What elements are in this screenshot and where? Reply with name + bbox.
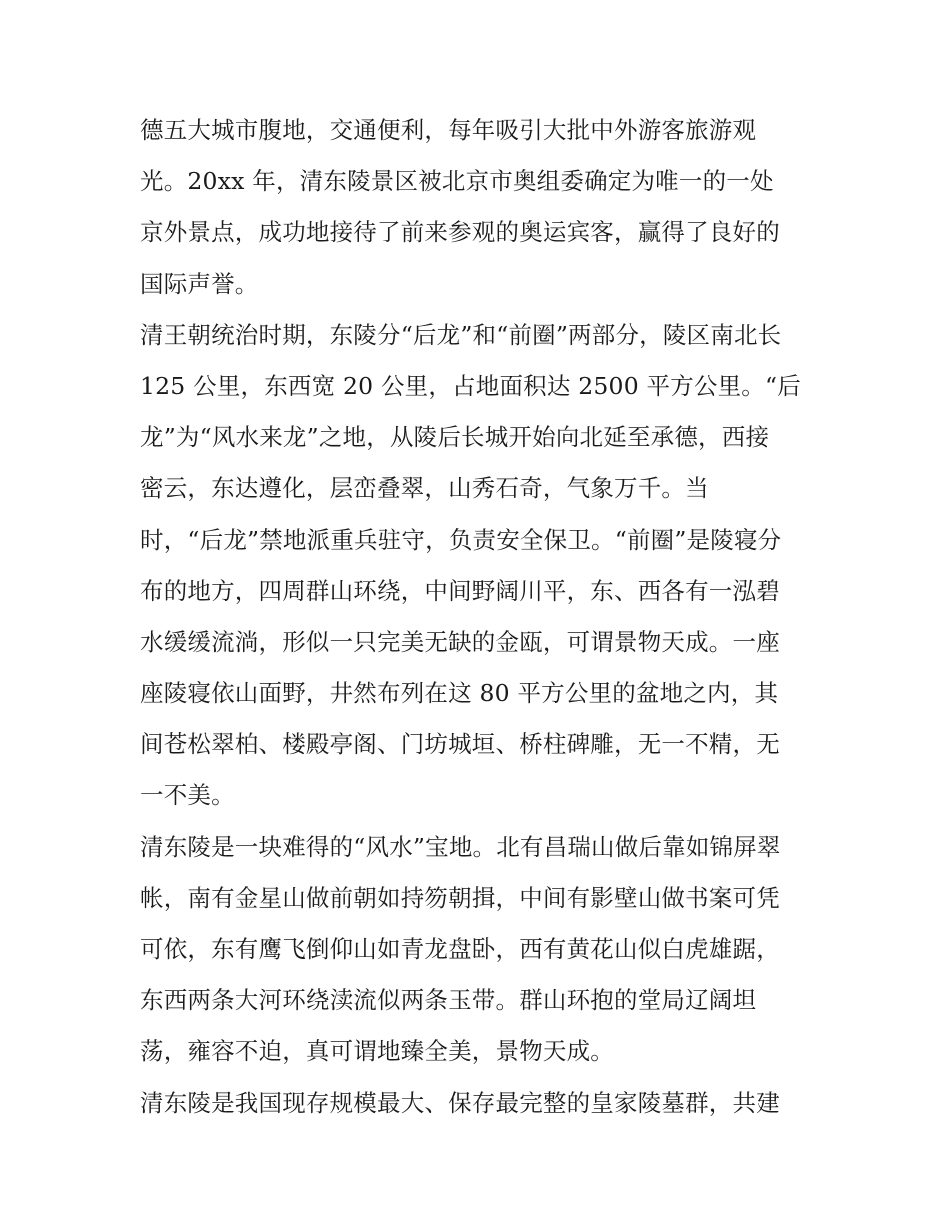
text-line: 时，“后龙”禁地派重兵驻守，负责安全保卫。“前圈”是陵寝分 bbox=[140, 525, 782, 554]
text-line: 座陵寝依山面野，井然布列在这 80 平方公里的盆地之内，其 bbox=[140, 679, 779, 708]
text-line: 间苍松翠柏、楼殿亭阁、门坊城垣、桥柱碑雕，无一不精，无 bbox=[140, 730, 780, 759]
text-line: 密云，东达遵化，层峦叠翠，山秀石奇，气象万千。当 bbox=[140, 474, 709, 503]
text-line: 龙”为“风水来龙”之地，从陵后长城开始向北延至承德，西接 bbox=[140, 423, 770, 452]
text-line: 清王朝统治时期，东陵分“后龙”和“前圈”两部分，陵区南北长 bbox=[140, 320, 782, 349]
text-line: 水缓缓流淌，形似一只完美无缺的金瓯，可谓景物天成。一座 bbox=[140, 627, 780, 656]
text-line: 一不美。 bbox=[140, 781, 235, 810]
text-line: 125 公里，东西宽 20 公里，占地面积达 2500 平方公里。“后 bbox=[140, 371, 801, 400]
text-line: 京外景点，成功地接待了前来参观的奥运宾客，赢得了良好的 bbox=[140, 218, 780, 247]
text-line: 清东陵是一块难得的“风水”宝地。北有昌瑞山做后靠如锦屏翠 bbox=[140, 832, 781, 861]
text-line: 德五大城市腹地，交通便利，每年吸引大批中外游客旅游观 bbox=[140, 116, 757, 144]
text-line: 清东陵是我国现存规模最大、保存最完整的皇家陵墓群，共建 bbox=[140, 1088, 780, 1117]
text-line: 荡，雍容不迫，真可谓地臻全美，景物天成。 bbox=[140, 1037, 614, 1066]
body-text bbox=[140, 105, 820, 1129]
text-line: 布的地方，四周群山环绕，中间野阔川平，东、西各有一泓碧 bbox=[140, 576, 780, 605]
text-line: 东西两条大河环绕渎流似两条玉带。群山环抱的堂局辽阔坦 bbox=[140, 986, 757, 1015]
text-line: 可依，东有鹰飞倒仰山如青龙盘卧，西有黄花山似白虎雄踞， bbox=[140, 935, 780, 963]
text-line: 国际声誉。 bbox=[140, 269, 259, 298]
text-line: 帐，南有金星山做前朝如持笏朝揖，中间有影壁山做书案可凭 bbox=[140, 883, 780, 912]
text-line: 光。20xx 年，清东陵景区被北京市奥组委确定为唯一的一处 bbox=[140, 167, 774, 196]
